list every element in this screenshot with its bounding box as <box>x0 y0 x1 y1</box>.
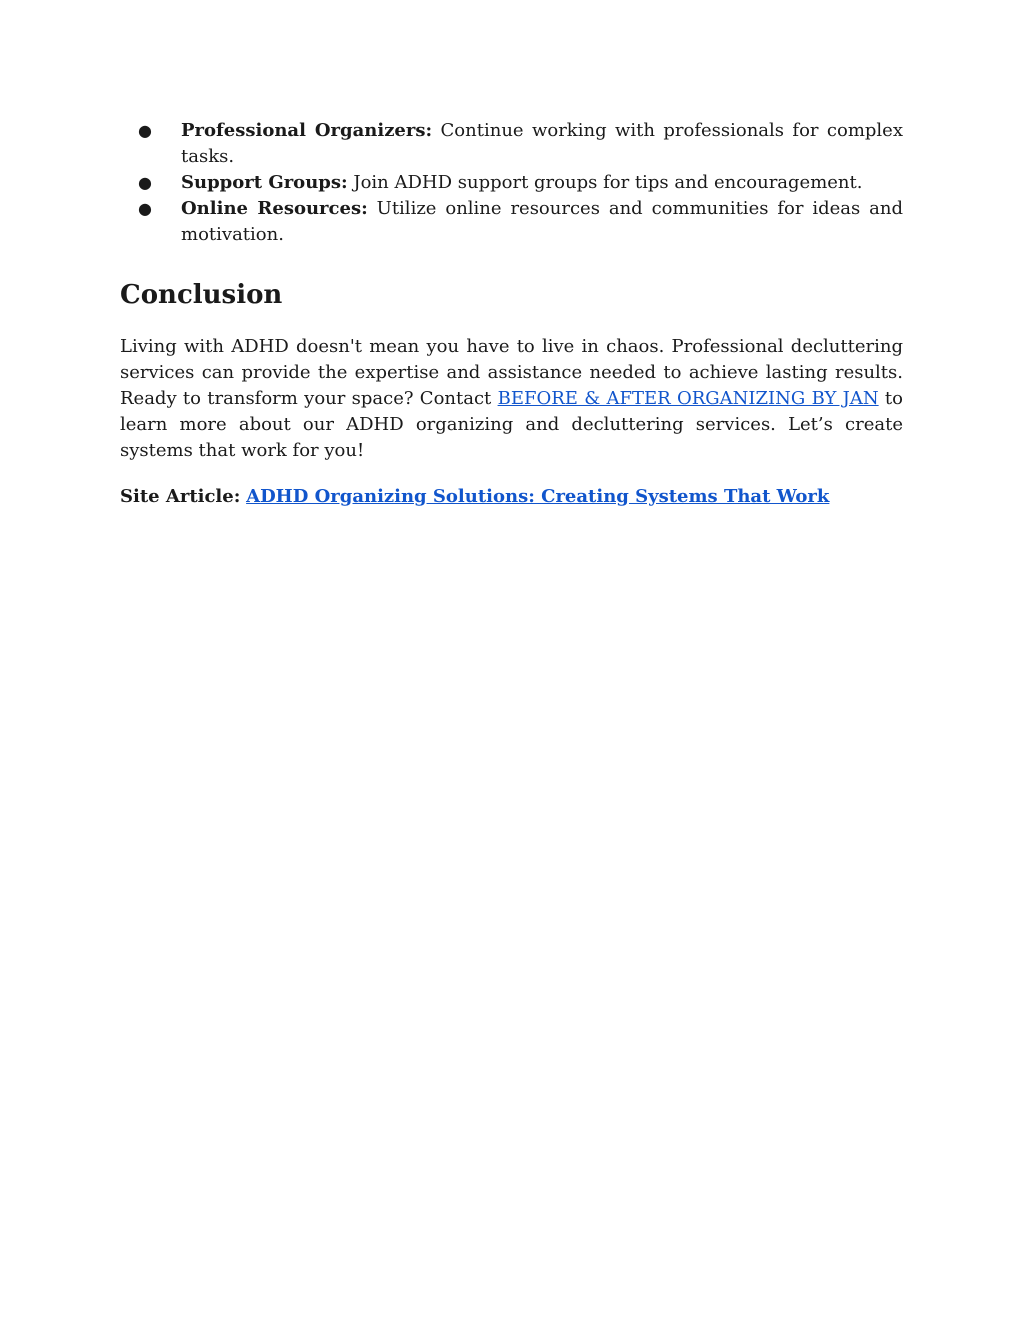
list-item-label: Professional Organizers: <box>181 120 433 141</box>
list-item-text: Utilize online resources and communities for ideas and motivation. <box>181 198 903 245</box>
bullet-icon: ● <box>138 173 152 192</box>
site-article-label: Site Article: <box>120 486 241 507</box>
list-item <box>120 170 903 196</box>
site-article-link[interactable]: ADHD Organizing Solutions: Creating Systems That Work <box>246 486 830 507</box>
site-article-line <box>120 484 903 510</box>
list-item-text: Join ADHD support groups for tips and encouragement. <box>347 172 863 193</box>
before-after-organizing-link[interactable]: BEFORE & AFTER ORGANIZING BY JAN <box>497 388 879 409</box>
conclusion-text-after-link: to learn more about our ADHD organizing and decluttering services. Let’s create systems that work for you! <box>120 388 903 461</box>
conclusion-heading: Conclusion <box>120 280 283 310</box>
list-item <box>120 118 903 170</box>
conclusion-paragraph <box>120 334 903 464</box>
document-page <box>120 118 903 510</box>
list-item-label: Online Resources: <box>181 198 368 219</box>
list-item <box>120 196 903 248</box>
bullet-icon: ● <box>138 199 152 218</box>
list-item-label: Support Groups: <box>181 172 348 193</box>
list-item-text: Continue working with professionals for complex tasks. <box>181 120 903 167</box>
bullet-icon: ● <box>138 121 152 140</box>
resources-list <box>120 118 903 248</box>
conclusion-text-before-link: Living with ADHD doesn't mean you have to live in chaos. Professional decluttering services can provide the expertise and assistance needed to achieve lasting results. Ready to transform your space? Contact <box>120 336 903 409</box>
